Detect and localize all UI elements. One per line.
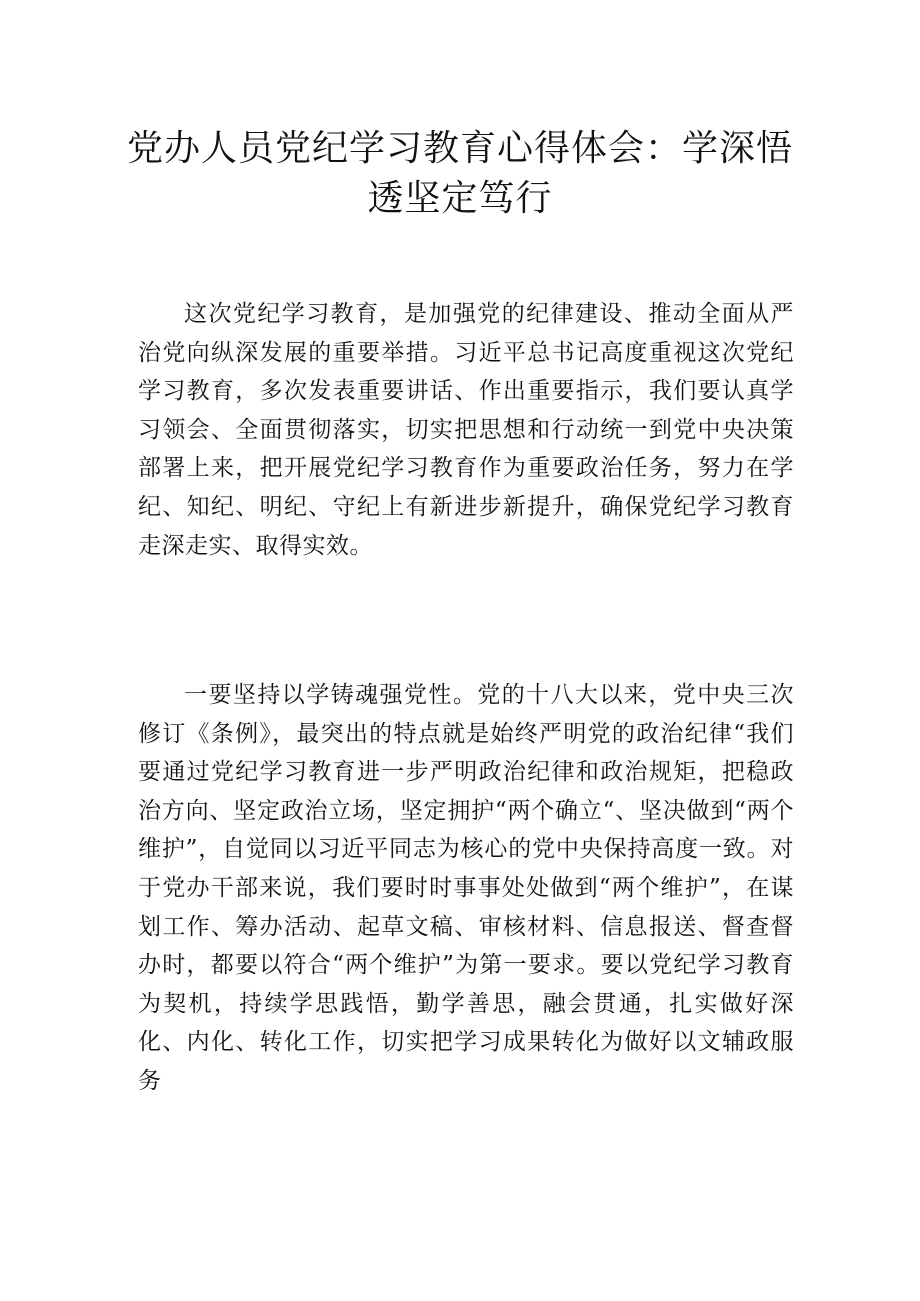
- document-title: 党办人员党纪学习教育心得体会：学深悟透坚定笃行: [126, 128, 793, 219]
- body-paragraph-1: 这次党纪学习教育，是加强党的纪律建设、推动全面从严治党向纵深发展的重要举措。习近平总书记高度重视这次党纪学习教育，多次发表重要讲话、作出重要指示，我们要认真学习领会、全面贯彻落实，切实把思想和行动统一到党中央决策部署上来，把开展党纪学习教育作为重要政治任务，努力在学纪、知纪、明纪、守纪上有新进步新提升，确保党纪学习教育走深走实、取得实效。: [138, 301, 794, 559]
- body-paragraph-2: 一要坚持以学铸魂强党性。党的十八大以来，党中央三次修订《条例》，最突出的特点就是始终严明党的政治纪律“我们要通过党纪学习教育进一步严明政治纪律和政治规矩，把稳政治方向、坚定政治立场，坚定拥护“两个确立“、坚决做到“两个维护”，自觉同以习近平同志为核心的党中央保持高度一致。对于党办干部来说，我们要时时事事处处做到“两个维护”，在谋划工作、筹办活动、起草文稿、审核材料、信息报送、督查督办时，都要以符合“两个维护”为第一要求。要以党纪学习教育为契机，持续学思践悟，勤学善思，融会贯通，扎实做好深化、内化、转化工作，切实把学习成果转化为做好以文辅政服务: [138, 682, 794, 1094]
